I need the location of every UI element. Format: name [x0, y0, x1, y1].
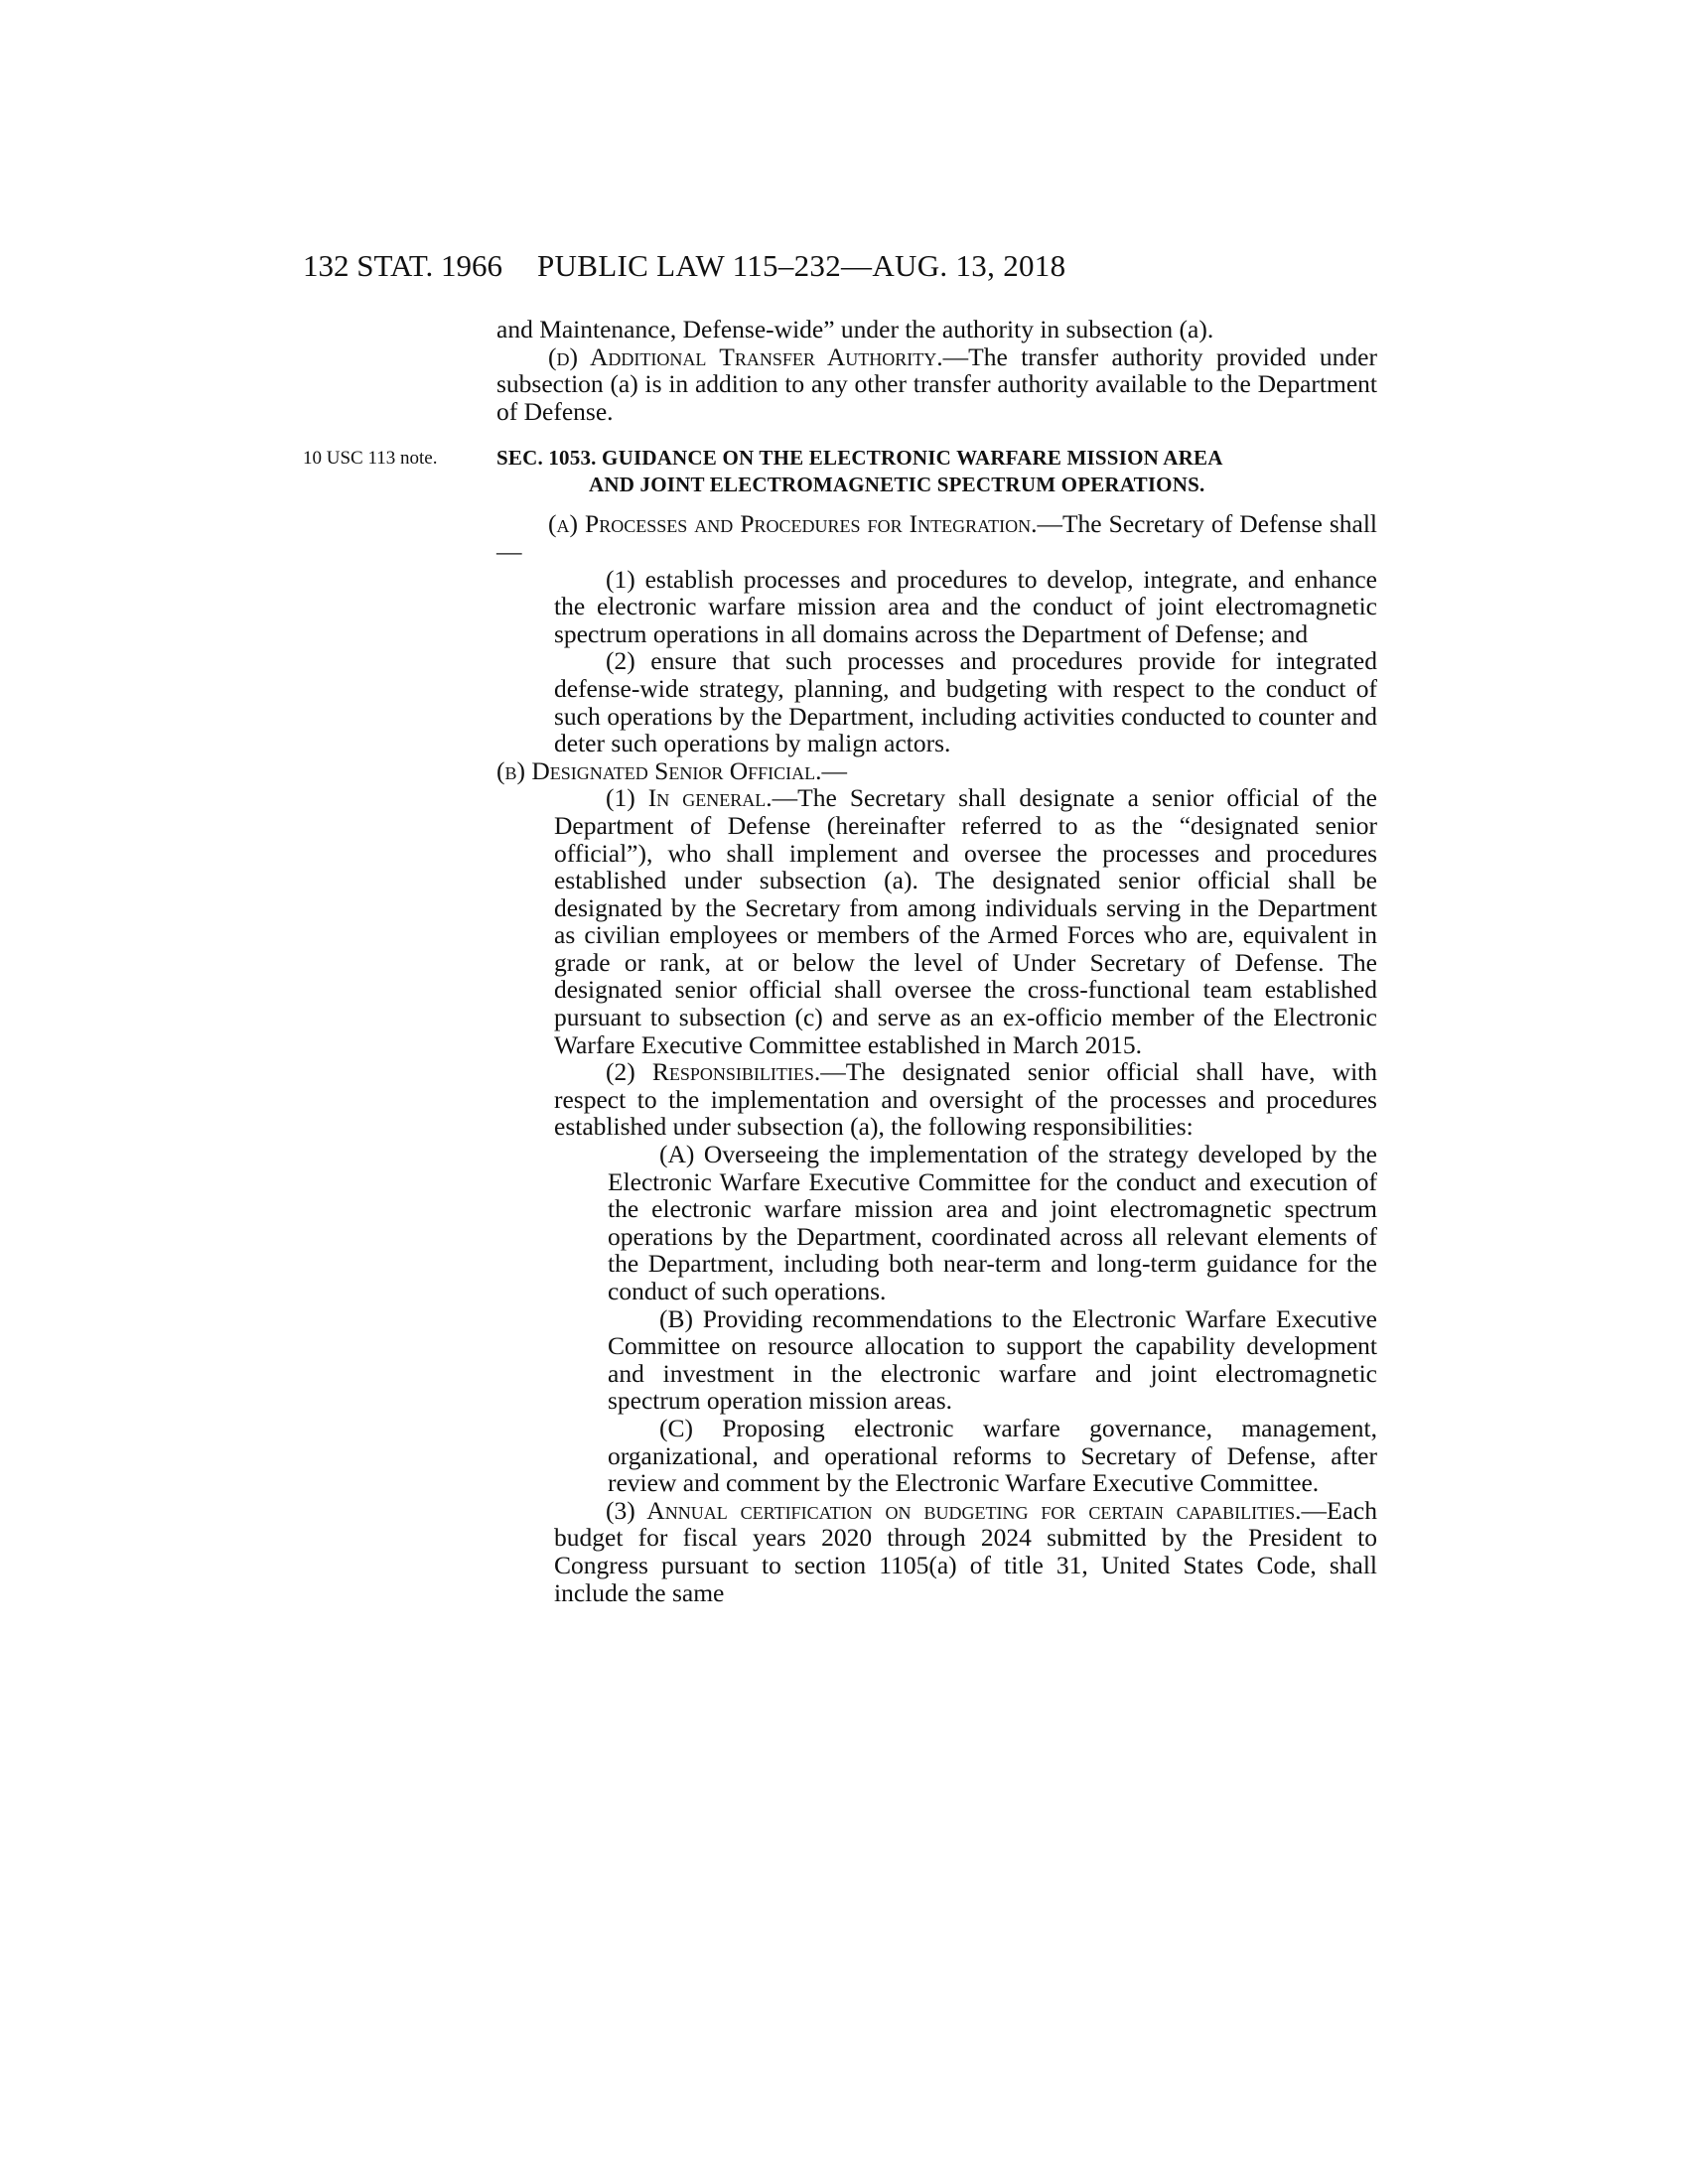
subsection-b	[496, 757, 1377, 785]
paragraph-b2-heading: (2) Responsibilities.	[606, 1057, 821, 1087]
subparagraph-b2-A: (A) Overseeing the implementation of the strategy developed by the Electronic Warfare Executive Committee for the conduct and execution of the electronic warfare mission area and joint electromagnetic spectrum operations by the Department, coordinated across all relevant elements of the Department, including both near-term and long-term guidance for the conduct of such operations.	[608, 1140, 1377, 1305]
paragraph-b3	[496, 1497, 1377, 1606]
page-header	[0, 246, 1688, 296]
document-body	[303, 315, 1377, 1607]
stat-citation: 132 STAT. 1966	[303, 248, 503, 283]
subsection-a-heading: (a) Processes and Procedures for Integration.	[548, 509, 1038, 539]
continuation-paragraph: and Maintenance, Defense-wide” under the authority in subsection (a).	[496, 315, 1214, 343]
paragraph-b1	[496, 784, 1377, 1058]
law-title: PUBLIC LAW 115–232—AUG. 13, 2018	[537, 248, 1066, 283]
subsection-d	[496, 343, 1377, 426]
subsection-d-heading: (d) Additional Transfer Authority.	[548, 341, 943, 371]
section-heading-line2: AND JOINT ELECTROMAGNETIC SPECTRUM OPERATIONS.	[589, 473, 1205, 497]
paragraph-b3-heading: (3) Annual certification on budgeting for certain capabilities.	[606, 1495, 1302, 1525]
paragraph-b1-heading: (1) In general.	[606, 783, 773, 813]
paragraph-b1-text: —The Secretary shall designate a senior official of the Department of Defense (hereinafter referred to as the “designated senior official”), who shall implement and oversee the processes and procedures established under subsection (a). The designated senior official shall be designated by the Secretary from among individuals serving in the Department as civilian employees or members of the Armed Forces who are, equivalent in grade or rank, at or below the level of Under Secretary of Defense. The designated senior official shall oversee the cross-functional team established pursuant to subsection (c) and serve as an ex-officio member of the Electronic Warfare Executive Committee established in March 2015.	[554, 783, 1377, 1059]
subparagraph-b2-C: (C) Proposing electronic warfare governance, management, organizational, and operational reforms to Secretary of Defense, after review and comment by the Electronic Warfare Executive Committee.	[608, 1413, 1377, 1498]
section-1053-heading-block	[303, 445, 1377, 498]
subsection-d-text: —The transfer authority provided under subsection (a) is in addition to any other transfer authority available to the Department of Defense.	[496, 341, 1377, 426]
section-heading-line1: SEC. 1053. GUIDANCE ON THE ELECTRONIC WARFARE MISSION AREA	[496, 446, 1223, 471]
paragraph-b3-text: —Each budget for fiscal years 2020 through 2024 submitted by the President to Congress pursuant to section 1105(a) of title 31, United States Code, shall include the same	[554, 1495, 1377, 1607]
subsection-b-heading: (b) Designated Senior Official.	[496, 755, 822, 785]
paragraph-b2	[496, 1058, 1377, 1141]
subsection-a-text: —The Secretary of Defense shall—	[496, 509, 1377, 566]
subsection-a	[496, 510, 1377, 565]
subparagraph-b2-B: (B) Providing recommendations to the Electronic Warfare Executive Committee on resource allocation to support the capability development and investment in the electronic warfare and joint electromagnetic spectrum operation mission areas.	[608, 1303, 1377, 1416]
paragraph-a2: (2) ensure that such processes and procedures provide for integrated defense-wide strategy, planning, and budgeting with respect to the conduct of such operations by the Department, including activities conducted to counter and deter such operations by malign actors.	[554, 646, 1377, 758]
subsection-b-dash: —	[821, 755, 847, 785]
section-heading	[496, 445, 1377, 498]
paragraph-b2-text: —The designated senior official shall have, with respect to the implementation and oversight of the processes and procedures established under subsection (a), the following responsibilities:	[554, 1057, 1377, 1142]
margin-note: 10 USC 113 note.	[303, 448, 438, 470]
paragraph-a1: (1) establish processes and procedures to develop, integrate, and enhance the electronic warfare mission area and the conduct of joint electromagnetic spectrum operations in all domains across the Department of Defense; and	[554, 564, 1377, 648]
